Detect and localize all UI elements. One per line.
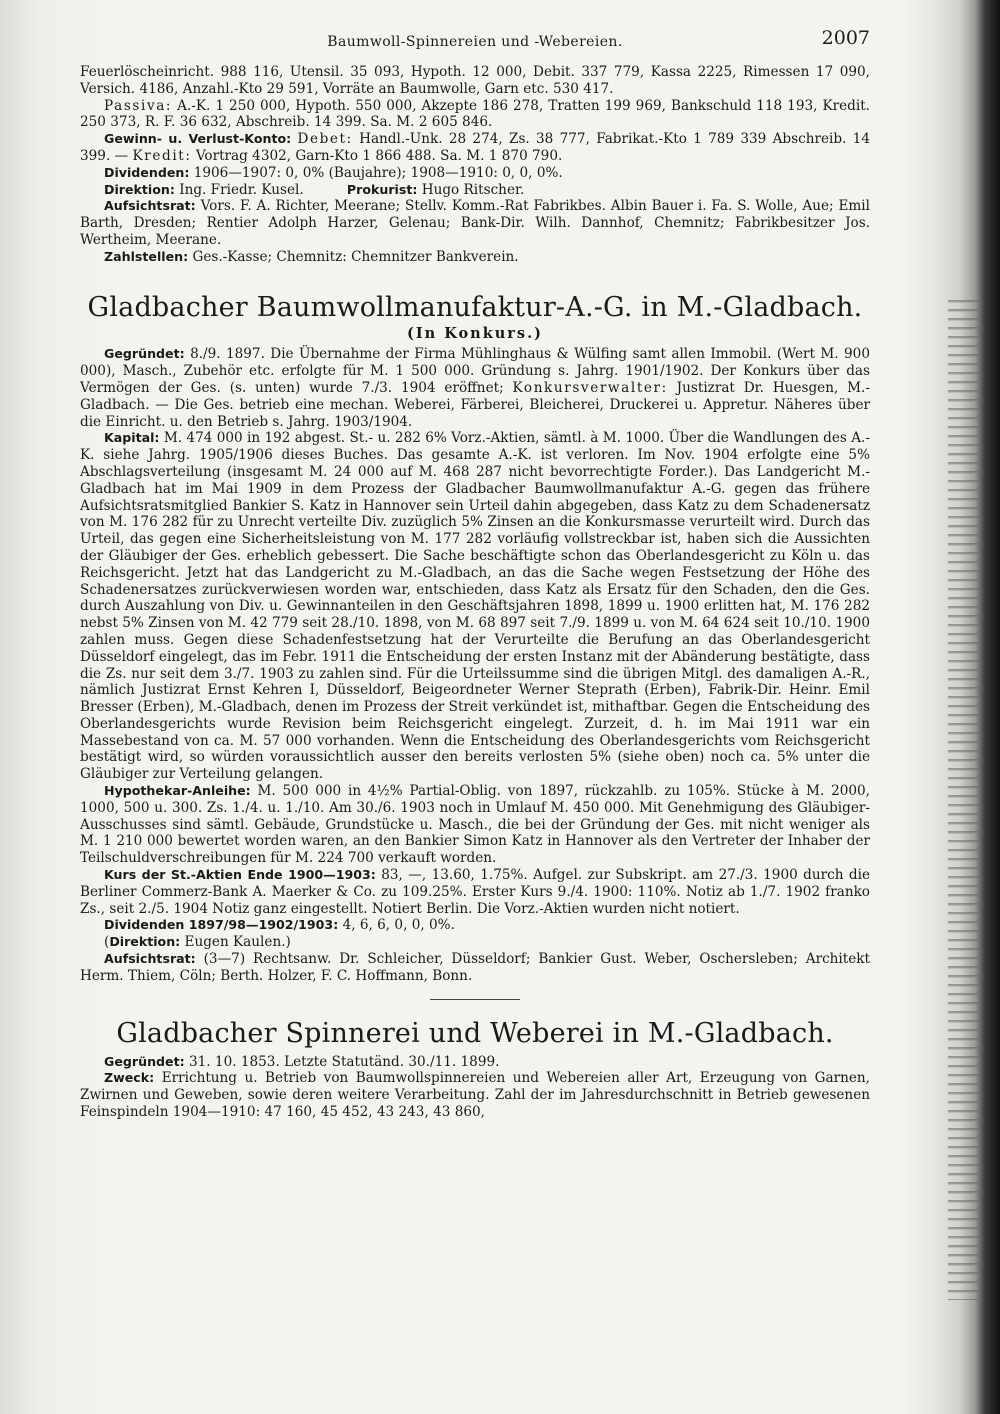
guv-kredit-text: Vortrag 4302, Garn-Kto 1 866 488. Sa. M. 1 870 790. xyxy=(195,147,563,164)
section-divider xyxy=(430,999,520,1000)
hypothekar-anleihe-paragraph xyxy=(80,783,870,867)
company-entry-baumwollmanufaktur xyxy=(80,292,870,985)
aufsichtsrat-text: (3—7) Rechtsanw. Dr. Schleicher, Düsseldorf; Bankier Gust. Weber, Oschersleben; Architekt Herm. Thiem, Cöln; Berth. Holzer, F. C. Hoffmann, Bonn. xyxy=(80,951,870,984)
gegruendet-paragraph xyxy=(80,346,870,430)
kapital-label: Kapital: xyxy=(104,430,160,446)
passiva-text: A.-K. 1 250 000, Hypoth. 550 000, Akzepte 186 278, Tratten 199 969, Bankschuld 118 193, Kredit. 250 373, R. F. 36 632, Abschreib. 14 399. Sa. M. 2 605 846. xyxy=(80,97,870,131)
previous-company-continuation xyxy=(80,64,870,266)
dividenden-paragraph xyxy=(80,165,870,182)
direktion-open-paren: ( xyxy=(104,934,110,951)
zahlstellen-paragraph xyxy=(80,249,870,266)
direktion-text: Ing. Friedr. Kusel. xyxy=(179,181,304,198)
kapital-paragraph xyxy=(80,430,870,783)
dividenden-label: Dividenden 1897/98—1902/1903: xyxy=(104,917,339,933)
gegruendet-text: 31. 10. 1853. Letzte Statutänd. 30./11. 1899. xyxy=(188,1053,500,1070)
gegruendet-text: 8./9. 1897. Die Übernahme der Firma Mühlinghaus & Wülfing samt allen Immobil. (Wert M. 900 000), Masch., Zubehör etc. erfolgte für M. 1 500 000. Gründung s. Jahrg. 1901/1902. Der Konkurs über das Vermögen der Ges. (s. unten) wurde 7./3. 1904 eröffnet; xyxy=(80,346,870,396)
aufsichtsrat-label: Aufsichtsrat: xyxy=(104,951,196,967)
hypothekar-anleihe-label: Hypothekar-Anleihe: xyxy=(104,783,251,799)
company-title: Gladbacher Spinnerei und Weberei in M.-Gladbach. xyxy=(116,1017,834,1049)
running-head: Baumwoll-Spinnereien und -Webereien. xyxy=(327,34,623,50)
zweck-label: Zweck: xyxy=(104,1070,155,1086)
aufsichtsrat-text: Vors. F. A. Richter, Meerane; Stellv. Komm.-Rat Fabrikbes. Albin Bauer i. Fa. S. Wolle, Aue; Emil Barth, Dresden; Rentier Adolph Harzer, Gelenau; Bank-Dir. Wilh. Dannhof, Chemnitz; Fabrikbesitzer Jos. Wertheim, Meerane. xyxy=(80,198,870,248)
passiva-paragraph xyxy=(80,98,870,132)
prokurist-text: Hugo Ritscher. xyxy=(421,181,525,198)
guv-kredit-label: Kredit: xyxy=(132,147,192,164)
dividenden-text: 1906—1907: 0, 0% (Baujahre); 1908—1910: 0, 0, 0%. xyxy=(193,164,563,181)
konkursverwalter-label: Konkursverwalter: xyxy=(512,379,668,396)
aufsichtsrat-label: Aufsichtsrat: xyxy=(104,198,196,214)
direktion-paragraph xyxy=(80,934,870,951)
konkursverwalter-text: Justizrat Dr. Huesgen, M.-Gladbach. — Die Ges. betrieb eine mechan. Weberei, Färberei, Bleicherei, Druckerei u. Appretur. Näheres über die Einricht. u. den Betrieb s. Jahrg. 1903/1904. xyxy=(80,379,870,430)
company-title: Gladbacher Baumwollmanufaktur-A.-G. in M.-Gladbach. xyxy=(87,291,863,323)
kurs-paragraph xyxy=(80,867,870,917)
dividenden-paragraph xyxy=(80,917,870,934)
page-edge-shadow xyxy=(948,300,978,1300)
page-content xyxy=(80,27,870,1121)
dividenden-label: Dividenden: xyxy=(104,164,190,180)
kurs-text: 83, —, 13.60, 1.75%. Aufgel. zur Subskript. am 27./3. 1900 durch die Berliner Commerz-Bank A. Maerker & Co. zu 109.25%. Erster Kurs 9./4. 1900: 110%. Notiz ab 1./7. 1902 franko Zs., seit 2./5. 1904 Notiz ganz eingestellt. Notiert Berlin. Die Vorz.-Aktien wurden nicht notiert. xyxy=(80,867,870,917)
guv-paragraph xyxy=(80,131,870,165)
zahlstellen-text: Ges.-Kasse; Chemnitz: Chemnitzer Bankverein. xyxy=(192,248,519,265)
zweck-paragraph xyxy=(80,1070,870,1120)
page-number: 2007 xyxy=(821,27,870,49)
aufsichtsrat-paragraph xyxy=(80,951,870,985)
aktiva-continuation: Feuerlöscheinricht. 988 116, Utensil. 35 093, Hypoth. 12 000, Debit. 337 779, Kassa 2225, Rimessen 17 090, Versich. 4186, Anzahl.-Kto 29 591, Vorräte an Baumwolle, Garn etc. 530 417. xyxy=(80,64,870,97)
guv-debet-text: Handl.-Unk. 28 274, Zs. 38 777, Fabrikat.-Kto 1 789 339 Abschreib. 14 399. — xyxy=(80,131,870,164)
direktion-label: Direktion: xyxy=(104,181,175,197)
passiva-label: Passiva: xyxy=(104,97,173,114)
hypothekar-anleihe-text: M. 500 000 in 4½% Partial-Oblig. von 1897, rückzahlb. zu 105%. Stücke à M. 2000, 1000, 500 u. 300. Zs. 1./4. u. 1./10. Am 30./6. 1903 noch in Umlauf M. 450 000. Mit Genehmigung des Gläubiger-Ausschusses sind sämtl. Gebäude, Grundstücke u. Masch., die bei der Gründung der Ges. mit nicht weniger als M. 1 210 000 bewertet worden waren, an den Bankier Simon Katz in Hannover als den Vertreter der Inhaber der Teilschuldverschreibungen für M. 224 700 verkauft worden. xyxy=(80,783,870,867)
aufsichtsrat-paragraph xyxy=(80,198,870,248)
page-header xyxy=(80,27,870,58)
prokurist-label: Prokurist: xyxy=(346,181,418,197)
gegruendet-label: Gegründet: xyxy=(104,346,185,362)
company-entry-spinnerei-weberei xyxy=(80,1018,870,1121)
direktion-paragraph xyxy=(80,182,870,199)
zahlstellen-label: Zahlstellen: xyxy=(104,248,189,264)
kapital-text: M. 474 000 in 192 abgest. St.- u. 282 6% Vorz.-Aktien, sämtl. à M. 1000. Über die Wandlungen des A.-K. siehe Jahrg. 1905/1906 dieses Buches. Das gesamte A.-K. ist verloren. Im Nov. 1904 erfolgte eine 5% Abschlagsverteilung (insgesamt M. 24 000 auf M. 468 287 nicht bevorrechtigte Forder.). Das Landgericht M.-Gladbach hat im Mai 1909 in dem Prozess der Gladbacher Baumwollmanufaktur A.-G. gegen das frühere Aufsichtsratsmitglied Bankier S. Katz in Hannover sein Urteil dahin abgegeben, dass Katz zu dem Schadenersatz von M. 176 282 für zu Unrecht verteilte Div. zuzüglich 5% Zinsen an die Konkursmasse verurteilt wird. Durch das Urteil, das gegen eine Sicherheitsleistung von M. 177 282 vorläufig vollstreckbar ist, haben sich die Aussichten der Gläubiger der Ges. erheblich gebessert. Die Sache beschäftigte schon das Oberlandesgericht zu Köln u. das Reichsgericht. Jetzt hat das Landgericht zu M.-Gladbach, an das die Sache wegen Festsetzung der Höhe des Schadenersatzes zurückverwiesen worden war, entschieden, dass Katz als Ersatz für den Schaden, den die Ges. durch Auszahlung von Div. u. Gewinnanteilen in den Geschäftsjahren 1898, 1899 u. 1900 erlitten hat, M. 176 282 nebst 5% Zinsen von M. 42 779 seit 28./10. 1898, von M. 68 897 seit 7./9. 1899 u. von M. 64 624 seit 10./10. 1900 zahlen muss. Gegen diese Schadenfestsetzung hat der Verurteilte die Berufung an das Oberlandesgericht Düsseldorf eingelegt, das im Febr. 1911 die Entscheidung der ersten Instanz mit der Abänderung bestätigte, dass die Zs. nur seit dem 3./7. 1903 zu zahlen sind. Für die Urteilssumme sind die übrigen Mitgl. des damaligen A.-R., nämlich Justizrat Ernst Kehren I, Düsseldorf, Beigeordneter Werner Steprath (Erben), Fabrik-Dir. Heinr. Emil Bresser (Erben), M.-Gladbach, denen im Prozess der Streit verkündet ist, mithaftbar. Gegen die Entscheidung des Oberlandesgerichts wurde Revision beim Reichsgericht eingelegt. Zurzeit, d. h. im Mai 1911 war ein Massebestand von ca. M. 57 000 vorhanden. Wenn die Entscheidung des Oberlandesgerichts vom Reichsgericht bestätigt wird, so würden voraussichtlich ausser den bereits verlosten 5% (siehe oben) noch ca. 5% unter die Gläubiger zur Verteilung gelangen. xyxy=(80,430,870,783)
dividenden-text: 4, 6, 6, 0, 0, 0%. xyxy=(342,917,455,934)
zweck-text: Errichtung u. Betrieb von Baumwollspinnereien und Webereien aller Art, Erzeugung von Garnen, Zwirnen und Geweben, sowie deren weitere Verarbeitung. Zahl der im Jahresdurchschnitt in Betrieb gewesenen Feinspindeln 1904—1910: 47 160, 45 452, 43 243, 43 860, xyxy=(80,1070,870,1121)
gegruendet-paragraph xyxy=(80,1054,870,1071)
kurs-label: Kurs der St.-Aktien Ende 1900—1903: xyxy=(104,867,376,883)
guv-label: Gewinn- u. Verlust-Konto: xyxy=(104,131,292,147)
direktion-text: Eugen Kaulen.) xyxy=(184,934,291,951)
gegruendet-label: Gegründet: xyxy=(104,1053,185,1069)
guv-debet-label: Debet: xyxy=(297,131,353,148)
direktion-label: Direktion: xyxy=(109,934,181,950)
company-status: (In Konkurs.) xyxy=(406,324,544,342)
